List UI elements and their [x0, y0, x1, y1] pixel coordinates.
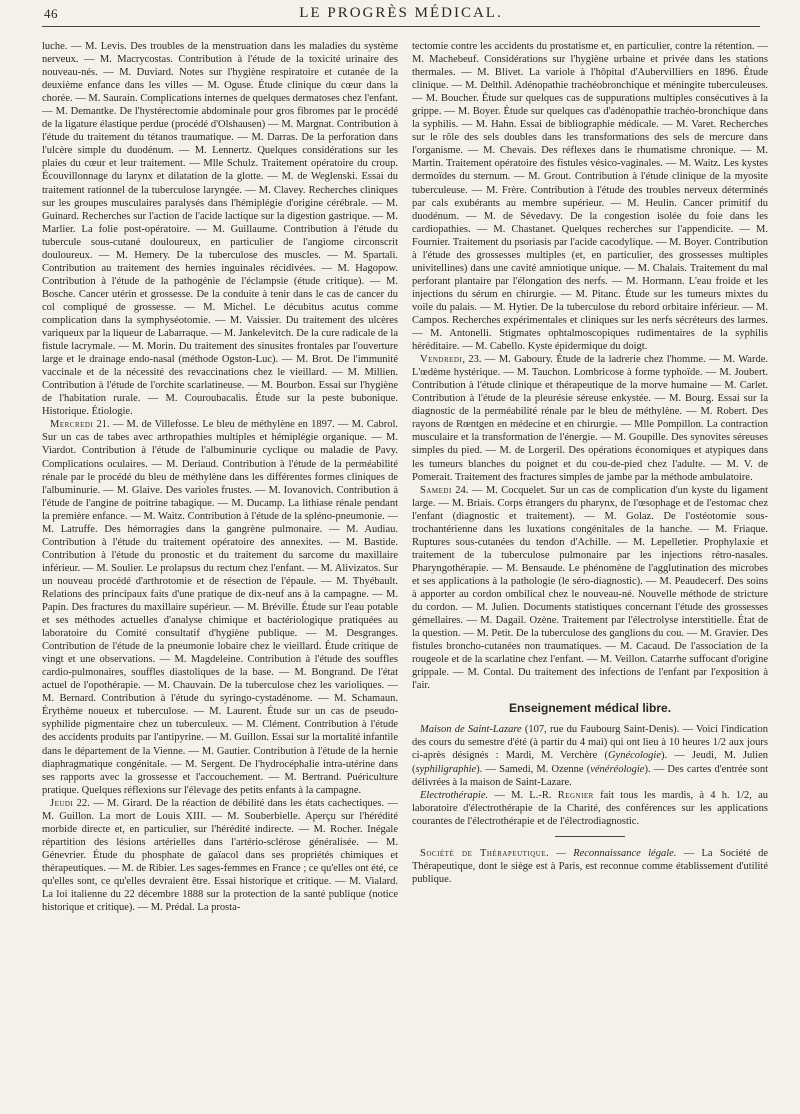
- saint-lazare-text: (107, rue du Faubourg Saint-Denis). — Voici l'indication des cours du semestre d'été (à partir du 4 mai) qui ont lieu à 10 heures 1/2 aux jours ci-après désignés : Mardi, M. Verchère (: [412, 724, 768, 762]
- societe-heading: Société de Thérapeutique.: [420, 847, 550, 859]
- left-thesis-list-1: luche. — M. Levis. Des troubles de la menstruation dans les maladies du système nerveux. — M. Macrycostas. Contribution à l'étude de la toxicité urinaire des nouveau-nés. — M. Duviard. Notes sur l'hygiène respiratoire et cutanée de la deuxième enfance dans les villes — M. Oguse. Étude clinique du cœur dans la chorée. — M. Saurain. Complications internes de quelques dermatoses chez l'enfant. — M. Demantke. De l'hystérectomie abdominale pour gros fibromes par le procédé de la ligature élastique perdue (procédé d'Olshausen) — M. Margnat. Contribution à l'étude du traitement du tétanos traumatique. — M. Darras. De la perforation dans l'ulcère simple du duodénum. — M. Lennertz. Quelques considérations sur les plaies du cœur et leur traitement. — Mlle Schulz. Traitement opératoire du croup. Écouvillonnage du larynx et dilatation de la glotte. — M. de Weglenski. Essai du traitement rationnel de la tuberculose laryngée. — M. Clavey. Recherches cliniques sur les groupes musculaires paralysés dans l'hémiplégie d'origine cérébrale. — M. Guinard. Recherches sur l'action de l'acide lactique sur la digestion gastrique. — M. Marlier. La folie post-opératoire. — M. Guillaume. Contribution à l'étude du tubercule sous-cutané douloureux, en particulier de l'angiome circonscrit douloureux. — M. Hemery. De la tuberculose des muscles. — M. Spartali. Contribution au traitement des hernies inguinales récidivées. — M. Hagopow. Contribution à l'étude de la pathogénie de l'éclampsie (étude critique). — M. Bosche. Cancer utérin et grossesse. De la conduite à tenir dans le cas de cancer du col compliqué de grossesse. — M. Michel. Le décubitus acutus comme complication dans la symphyséotomie. — M. Vaissier. Du traitement des ulcères variqueux par la liqueur de Labarraque. — M. Jankelevitch. De la cure radicale de la fistule lacrymale. — M. Morin. Du traitement des sinusites frontales par l'ouverture large et le drainage endo-nasal (méthode Ogston-Luc). — M. Brot. De l'immunité vaccinale et de la nécessité des revaccinations chez le vieillard. — M. Millien. Contribution à l'étude de l'orchite scarlatineuse. — M. Bourbon. Essai sur l'hygiène de l'habitation rurale. — M. Couroubacalis. Étude sur la peste bubonique. Historique. Étiologie.: [42, 41, 398, 418]
- right-column: [412, 40, 768, 1110]
- right-thesis-list-1: tectomie contre les accidents du prostatisme et, en particulier, contre la rétention. — M. Machebeuf. Considérations sur l'hygiène urbaine et privée dans les stations thermales. — M. Blivet. La variole à l'hôpital d'Aubervilliers en 1896. Étude clinique. — M. Delthil. Adénopathie trachéobronchique et méningite tuberculeuses. — M. Boucher. Étude sur quelques cas de suppurations multiples consécutives à la grippe. — M. Boyer. Étude sur quelques cas d'adénopathie trachéo-bronchique dans la syphilis. — M. Hahn. Essai de bibliographie médicale. — M. Varet. Recherches sur le rôle des sels doubles dans les transformations des sels de mercure dans l'organisme. — M. Chevais. Des réflexes dans le rhumatisme chronique. — M. Martin. Traitement opératoire des fistules vésico-vaginales. — M. Waitz. Les kystes dermoïdes du sternum. — M. Grout. Contribution à l'étude clinique de la myosite tuberculeuse. — M. Frère. Contribution à l'étude des troubles nerveux déterminés par cals exubérants au membre supérieur. — M. Heulin. Cancer primitif du duodénum. — M. de Sévedavy. De la congestion isolée du foie dans les cardiopathies. — M. Chastanet. Quelques recherches sur l'appendicite. — M. Fournier. Traitement du psoriasis par l'acide cacodylique. — M. Boyer. Contribution à l'étude des grossesses multiples (et, en particulier, des grossesses multiples univitellines) dans une cavité amniotique unique. — M. Chalais. Traitement du mal perforant plantaire par l'élongation des nerfs. — M. Hormann. L'eau froide et les injections du sérum en chirurgie. — M. Pitanc. Étude sur les tumeurs mixtes du voile du palais. — M. Hytier. De la tuberculose du rebord orbitaire inférieur. — M. Campos. Recherches expérimentales et cliniques sur les nerfs sécréteurs des larmes. — M. Antonelli. Stigmates ophtalmoscopiques rudimentaires de la syphilis héréditaire. — M. Cabello. Kyste épidermique du doigt.: [412, 41, 768, 353]
- day-label-jeudi: Jeudi: [50, 797, 74, 809]
- course-syphiligraphie: syphiligraphie: [415, 763, 477, 775]
- header-rule: [42, 26, 760, 27]
- electrotherapie-notice: [412, 789, 768, 828]
- course-venereologie: vénéréologie: [590, 763, 645, 775]
- section-divider: [555, 836, 625, 837]
- left-thesis-list-3: [42, 797, 398, 914]
- day-label-samedi: Samedi: [420, 484, 452, 496]
- saint-lazare-notice: [412, 723, 768, 788]
- course-gynecologie: Gynécologie: [607, 750, 662, 762]
- section-title: Enseignement médical libre.: [508, 701, 672, 716]
- day-label-mercredi: Mercredi: [50, 419, 94, 431]
- left-thesis-list-2: [42, 418, 398, 796]
- left-thesis-text-2: 21. — M. de Villefosse. Le bleu de méthylène en 1897. — M. Cabrol. Sur un cas de tabes avec arthropathies multiples et hémiplégie organique. — M. Viardot. Contribution à l'étude de l'albuminurie cyclique ou maladie de Pavy. Complications oculaires. — M. Deriaud. Contribution à l'étude de la perméabilité rénale par le procédé du bleu de méthylène dans les différentes formes cliniques de l'albuminurie. — M. Glaive. Des varioles frustes. — M. Iovanovich. Contribution à l'étude de l'angine de poitrine tabagique. — M. Ducamp. La lithiase rénale pendant la première enfance. — M. Waitz. Contribution à l'étude de la spléno-pneumonie. — M. Latruffe. Des hémorragies dans la gangrène pulmonaire. — M. Audiau. Contribution à l'étude du traitement opératoire des annexites. — M. Bastide. Contribution à l'étude du pronostic et du traitement du sarcome du maxillaire inférieur. — M. Soulier. Le prolapsus du rectum chez l'enfant. — M. Alivizatos. Sur un nouveau procédé d'arthrotomie et de résection de l'épaule. — M. Thyébault. Relations des principaux faits d'une pratique de dix-neuf ans à la campagne. — M. Papin. Des fractures du maxillaire supérieur. — M. Bréville. Étude sur l'eau potable et ses méthodes actuelles d'analyse chimique et bactériologique pratiquées au laboratoire du Comité consultatif d'hygiène publique. — M. Desgranges. Contribution de l'étude de la pneumonie lobaire chez le vieillard. Étude critique de vingt et une observations. — M. Magdeleine. Contribution à l'étude des souffles cardio-pulmonaires, souffles diastoliques de la base. — M. Bongrand. De l'état actuel de l'opothérapie. — M. Chauvain. De la tuberculose chez les varioliques. — M. Bernard. Contribution à l'étude du syringo-cystadénome. — M. Schamaun. Érythème noueux et tuberculose. — M. Laurent. Étude sur un cas de pseudo-syphilide pigmentaire chez un tuberculeux. — M. Clément. Contribution à l'étude des accidents produits par l'antipyrine. — M. Guillon. Essai sur la mortalité infantile dans le département de la Vienne. — M. Gautier. Contribution à l'étude de la hernie diaphragmatique congénitale. — M. Sergent. De l'hydrocéphalie intra-utérine dans ses rapports avec la grossesse et l'accouchement. — M. Bertrand. Puériculture pratique. Quelques réflexions sur l'élevage des petits enfants à la campagne.: [42, 419, 398, 796]
- electrotherapie-heading: Electrothérapie.: [420, 789, 489, 801]
- right-thesis-list-2: [412, 353, 768, 483]
- page-number: 46: [44, 6, 58, 21]
- left-column: [42, 40, 398, 1110]
- societe-therapeutique-notice: [412, 847, 768, 886]
- saint-lazare-text-mid: ). — Jeudi, M. Julien (: [412, 750, 768, 775]
- day-label-vendredi: Vendredi: [420, 354, 463, 366]
- right-thesis-text-3: 24. — M. Cocquelet. Sur un cas de complication d'un kyste du ligament large. — M. Briais. Corps étrangers du pharynx, de l'œsophage et de l'estomac chez l'enfant (diagnostic et traitement). — M. Golaz. De l'ostéotomie sous-trochantérienne dans les luxations congénitales de la hanche. — M. Friaque. Ruptures sous-cutanées du tendon d'Achille. — M. Lepelletier. Prophylaxie et traitement de la tuberculose pulmonaire par les injections rétro-nasales. Pharyngothérapie. — M. Bensaude. Le phénomène de l'agglutination des microbes et ses applications à la pathologie (le séro-diagnostic). — M. Peaudecerf. Des soins à apporter au cordon ombilical chez le nouveau-né. Nouvelle méthode de stricture du cordon. — M. Julien. Documents statistiques concernant l'étude des grossesses gémellaires. — M. Dagail. Ozène. Traitement par l'électrolyse interstitielle. État de la question. — M. Petit. De la tuberculose des ganglions du cou. — M. Gravier. Des fistules broncho-cutanées non traumatiques. — M. Cacaud. De l'association de la rougeole et de la scarlatine chez l'enfant. — M. Veillon. Catarrhe suffocant d'origine grippale. — M. Contal. Du traitement des infections de l'enfant par l'exposition à l'air.: [412, 484, 768, 692]
- societe-text: — La Société de Thérapeutique, dont le siège est à Paris, est reconnue comme établissement d'utilité publique.: [412, 847, 768, 885]
- electrotherapie-text: fait tous les mardis, à 4 h. 1/2, au laboratoire d'électrothérapie de la Charité, des conférences sur les applications courantes de l'électrothérapie et de l'électrodiagnostic.: [412, 789, 768, 827]
- saint-lazare-place: Maison de Saint-Lazare: [420, 724, 522, 736]
- left-thesis-text-3: 22. — M. Girard. De la réaction de débilité dans les états cachectiques. — M. Guillon. La mort de Louis XIII. — M. Souberbielle. Aperçu sur l'hérédité morbide directe et, en particulier, sur l'hérédité indirecte. — M. Rocher. Inégale répartition des lésions artérielles dans l'artério-sclérose généralisée. — M. Génevrier. Étude du phosphate de gaïacol dans ses propriétés chimiques et thérapeutiques. — M. de Ribier. Les sages-femmes en France ; ce qu'elles ont été, ce qu'elles sont, ce qu'elles devraient être. Essai historique et critique. — M. Vialard. La loi italienne du 22 décembre 1888 sur la protection de la santé publique (notice historique et critique). — M. Prédal. La prosta-: [42, 797, 398, 914]
- saint-lazare-text-mid2: ). — Samedi, M. Ozenne (: [476, 763, 591, 775]
- electrotherapie-author-prefix: — M. L.-R.: [488, 789, 558, 801]
- page-header: [42, 2, 760, 28]
- right-thesis-text-2: , 23. — M. Gaboury. Étude de la ladrerie chez l'homme. — M. Warde. L'œdème hystérique. — M. Tauchon. Lombricose à forme typhoïde. — M. Joubert. Contribution à l'étude clinique et thérapeutique de la morve humaine — M. Carlet. Contribution à l'étude de la pleurésie séreuse enkystée. — M. Bourg. Essai sur la diagnostic de la perméabilité rénale par le bleu de méthylène. — M. Robert. Des rayons de Rœntgen en médecine et en chirurgie. — Mlle Pompillon. La contraction musculaire et la transformation de l'énergie. — M. Goupille. Des synovites séreuses simples du pied. — M. de Lorgeril. Des opérations économiques et atypiques dans les tumeurs blanches du poignet et du cou-de-pied chez l'adulte. — M. V. de Pomerait. Traitement des fractures simples de jambe par la méthode ambulatoire.: [412, 354, 768, 483]
- saint-lazare-text-end: ). — Des cartes d'entrée sont délivrées à la maison de Saint-Lazare.: [412, 763, 768, 788]
- societe-subheading: — Reconnaissance légale.: [549, 847, 677, 859]
- running-title: LE PROGRÈS MÉDICAL.: [299, 5, 503, 21]
- right-thesis-list-3: [412, 484, 768, 693]
- electrotherapie-author-name: Regnier: [557, 789, 594, 801]
